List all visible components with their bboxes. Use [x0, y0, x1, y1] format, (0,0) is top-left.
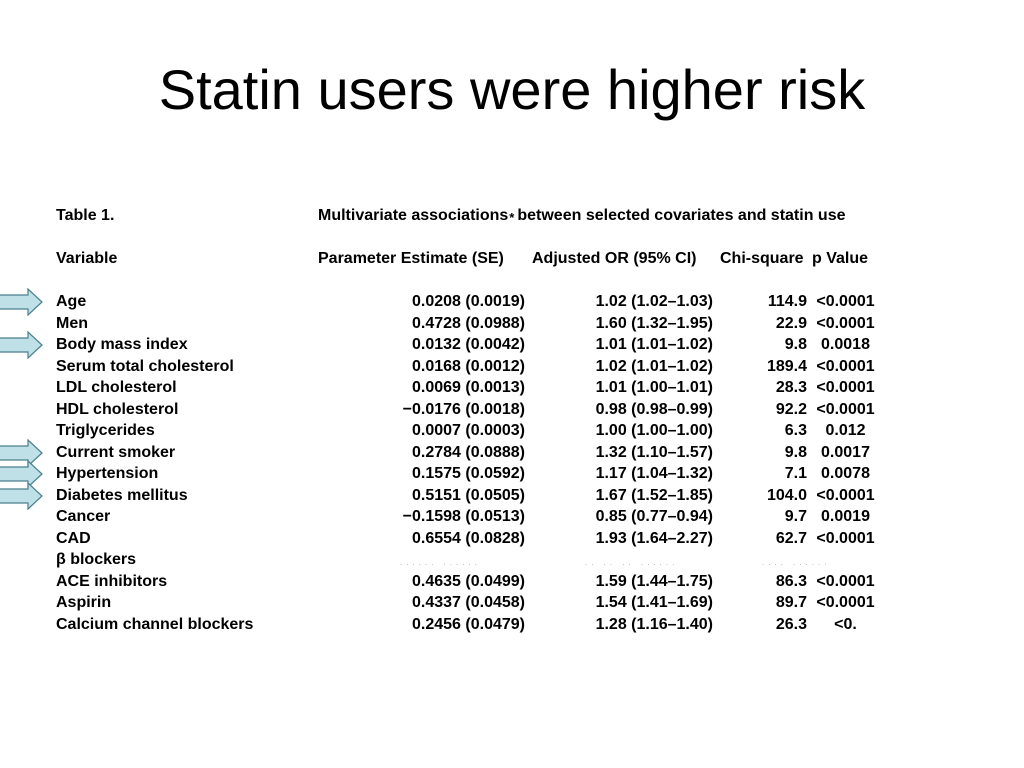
cell-variable: Aspirin — [56, 594, 112, 611]
cell-variable: β blockers — [56, 551, 137, 568]
cell-variable: Triglycerides — [56, 422, 155, 439]
col-header-or: Adjusted OR (95% CI) — [532, 250, 697, 267]
cell-estimate: 0.2784 (0.0888) — [412, 444, 525, 461]
cell-estimate: 0.5151 (0.0505) — [412, 487, 525, 504]
highlight-arrow-icon — [0, 331, 44, 359]
cell-chi-square: 89.7 — [775, 594, 807, 611]
cell-chi-square: 114.9 — [767, 293, 807, 310]
col-header-p: p Value — [812, 250, 869, 267]
table-row — [0, 292, 1024, 312]
cell-estimate: 0.2456 (0.0479) — [412, 616, 525, 633]
caption-text-2: between selected covariates and statin use — [517, 207, 846, 224]
cell-estimate: −0.1598 (0.0513) — [402, 508, 525, 525]
cell-odds-ratio: 1.59 (1.44–1.75) — [595, 573, 713, 590]
cell-variable: Men — [56, 315, 88, 332]
table-row — [0, 378, 1024, 398]
cell-p-value: <0.0001 — [816, 487, 875, 504]
cell-chi-square: 189.4 — [766, 358, 807, 375]
table-row — [0, 443, 1024, 463]
cell-variable: CAD — [56, 530, 91, 547]
cell-odds-ratio: 1.54 (1.41–1.69) — [595, 594, 713, 611]
cell-p-value: 0.0018 — [821, 336, 870, 353]
cell-odds-ratio: 1.60 (1.32–1.95) — [595, 315, 713, 332]
cell-odds-ratio: 1.00 (1.00–1.00) — [595, 422, 713, 439]
cell-estimate: 0.0069 (0.0013) — [412, 379, 525, 396]
cell-p-value: <0.0001 — [816, 358, 875, 375]
table-row — [0, 507, 1024, 527]
table-row — [0, 615, 1024, 635]
slide-title: Statin users were higher risk — [158, 58, 866, 121]
table-row — [0, 314, 1024, 334]
cell-variable: HDL cholesterol — [56, 401, 179, 418]
cell-estimate: 0.4728 (0.0988) — [412, 315, 525, 332]
cell-p-value: 0.0017 — [821, 444, 870, 461]
cell-odds-ratio: 1.17 (1.04–1.32) — [595, 465, 713, 482]
cell-estimate: 0.4635 (0.0499) — [412, 573, 525, 590]
cell-p-value: <0.0001 — [816, 379, 875, 396]
cell-estimate: 0.4337 (0.0458) — [412, 594, 525, 611]
cell-p-value: <0.0001 — [816, 530, 875, 547]
caption-asterisk: * — [509, 210, 515, 225]
col-header-chi: Chi-square — [720, 250, 804, 267]
cell-chi-square: 104.0 — [766, 487, 807, 504]
cell-variable: Body mass index — [56, 336, 188, 353]
cell-estimate: 0.0132 (0.0042) — [412, 336, 525, 353]
table-row — [0, 486, 1024, 506]
cell-chi-square: 28.3 — [775, 379, 807, 396]
cell-chi-square: 6.3 — [784, 422, 807, 439]
cell-variable: Calcium channel blockers — [56, 616, 254, 633]
cell-chi-square: 86.3 — [775, 573, 807, 590]
cell-estimate: 0.1575 (0.0592) — [412, 465, 525, 482]
cell-estimate: 0.0168 (0.0012) — [412, 358, 525, 375]
highlight-arrow-icon — [0, 288, 44, 316]
table-row — [0, 529, 1024, 549]
cell-p-value: <0.0001 — [816, 573, 875, 590]
cell-p-value: <0.0001 — [816, 594, 875, 611]
table-caption — [318, 206, 846, 226]
cell-odds-ratio: 1.28 (1.16–1.40) — [595, 616, 713, 633]
cell-variable: ACE inhibitors — [56, 573, 168, 590]
caption-text-1: Multivariate associations — [318, 207, 509, 224]
cell-chi-square: 22.9 — [775, 315, 807, 332]
col-header-variable: Variable — [56, 250, 118, 267]
cell-estimate: 0.6554 (0.0828) — [412, 530, 525, 547]
cell-chi-square: 7.1 — [784, 465, 807, 482]
cell-odds-ratio: 0.98 (0.98–0.99) — [595, 401, 713, 418]
cell-variable: Serum total cholesterol — [56, 358, 234, 375]
table-label: Table 1. — [56, 207, 115, 224]
table-row — [0, 335, 1024, 355]
cell-p-value: 0.0078 — [821, 465, 870, 482]
cell-p-value: <0. — [834, 616, 857, 633]
cell-p-value: 0.012 — [825, 422, 866, 439]
cell-chi-square: 9.8 — [784, 444, 807, 461]
cell-variable: Cancer — [56, 508, 111, 525]
cell-chi-square: 62.7 — [775, 530, 807, 547]
cell-chi-square: 9.7 — [784, 508, 807, 525]
cell-odds-ratio: 1.02 (1.02–1.03) — [595, 293, 713, 310]
table-row — [0, 550, 1024, 570]
cell-variable: Current smoker — [56, 444, 176, 461]
highlight-arrow-icon — [0, 482, 44, 510]
obscured-values: .... ...... — [762, 558, 831, 567]
cell-p-value: <0.0001 — [816, 401, 875, 418]
table-row — [0, 400, 1024, 420]
cell-odds-ratio: 1.01 (1.01–1.02) — [595, 336, 713, 353]
cell-p-value: <0.0001 — [816, 315, 875, 332]
cell-odds-ratio: 1.02 (1.01–1.02) — [595, 358, 713, 375]
col-header-estimate: Parameter Estimate (SE) — [318, 250, 504, 267]
cell-chi-square: 26.3 — [775, 616, 807, 633]
cell-p-value: 0.0019 — [821, 508, 870, 525]
cell-odds-ratio: 0.85 (0.77–0.94) — [595, 508, 713, 525]
obscured-values: ...... ...... — [400, 558, 481, 567]
table-row — [0, 464, 1024, 484]
table-row — [0, 572, 1024, 592]
table-row — [0, 421, 1024, 441]
cell-odds-ratio: 1.32 (1.10–1.57) — [595, 444, 713, 461]
cell-chi-square: 92.2 — [775, 401, 807, 418]
cell-estimate: 0.0007 (0.0003) — [412, 422, 525, 439]
cell-variable: Diabetes mellitus — [56, 487, 188, 504]
cell-estimate: −0.0176 (0.0018) — [402, 401, 525, 418]
cell-variable: Age — [56, 293, 87, 310]
cell-odds-ratio: 1.67 (1.52–1.85) — [595, 487, 713, 504]
cell-p-value: <0.0001 — [816, 293, 875, 310]
cell-variable: Hypertension — [56, 465, 159, 482]
obscured-values: .. .. .. ...... — [585, 558, 679, 567]
cell-variable: LDL cholesterol — [56, 379, 177, 396]
cell-chi-square: 9.8 — [784, 336, 807, 353]
cell-estimate: 0.0208 (0.0019) — [412, 293, 525, 310]
cell-odds-ratio: 1.01 (1.00–1.01) — [595, 379, 713, 396]
table-row — [0, 593, 1024, 613]
table-row — [0, 357, 1024, 377]
cell-odds-ratio: 1.93 (1.64–2.27) — [595, 530, 713, 547]
